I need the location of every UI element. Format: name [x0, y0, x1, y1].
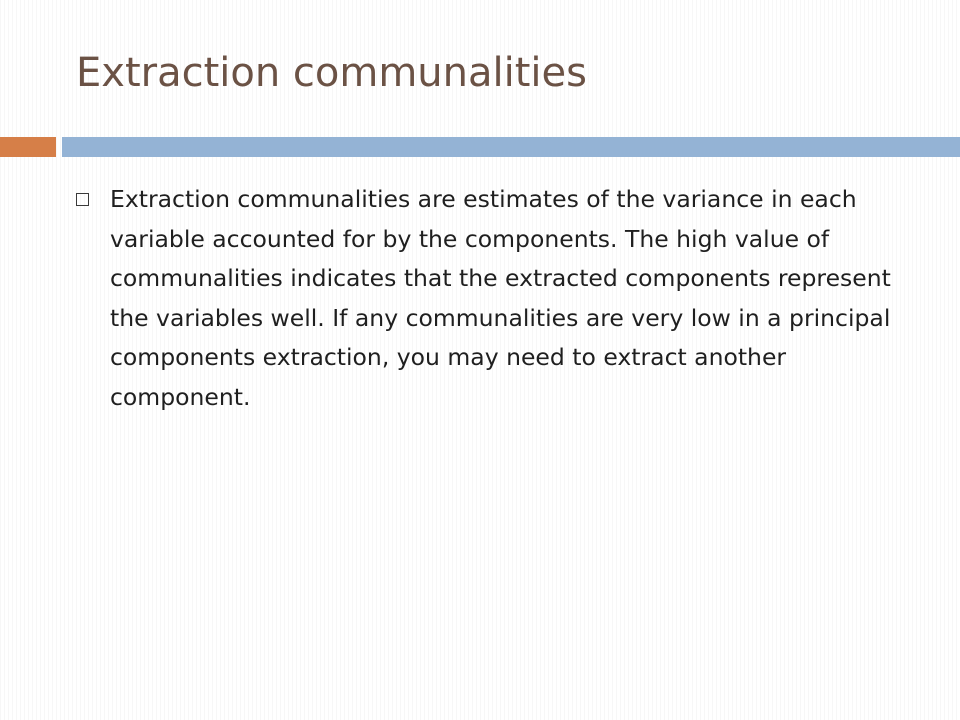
- title-accent-bar-orange: [0, 137, 56, 157]
- slide-body: [76, 180, 896, 417]
- bullet-text: Extraction communalities are estimates of the variance in each variable accounted for by the components. The high value of communalities indicates that the extracted components represent the variables well. If any communalities are very low in a principal components extraction, you may need to extract another component.: [110, 185, 891, 411]
- slide-title: Extraction communalities: [76, 50, 587, 96]
- hollow-square-bullet-icon: [76, 193, 89, 206]
- bullet-item: [76, 180, 896, 417]
- title-accent-bar-blue: [62, 137, 960, 157]
